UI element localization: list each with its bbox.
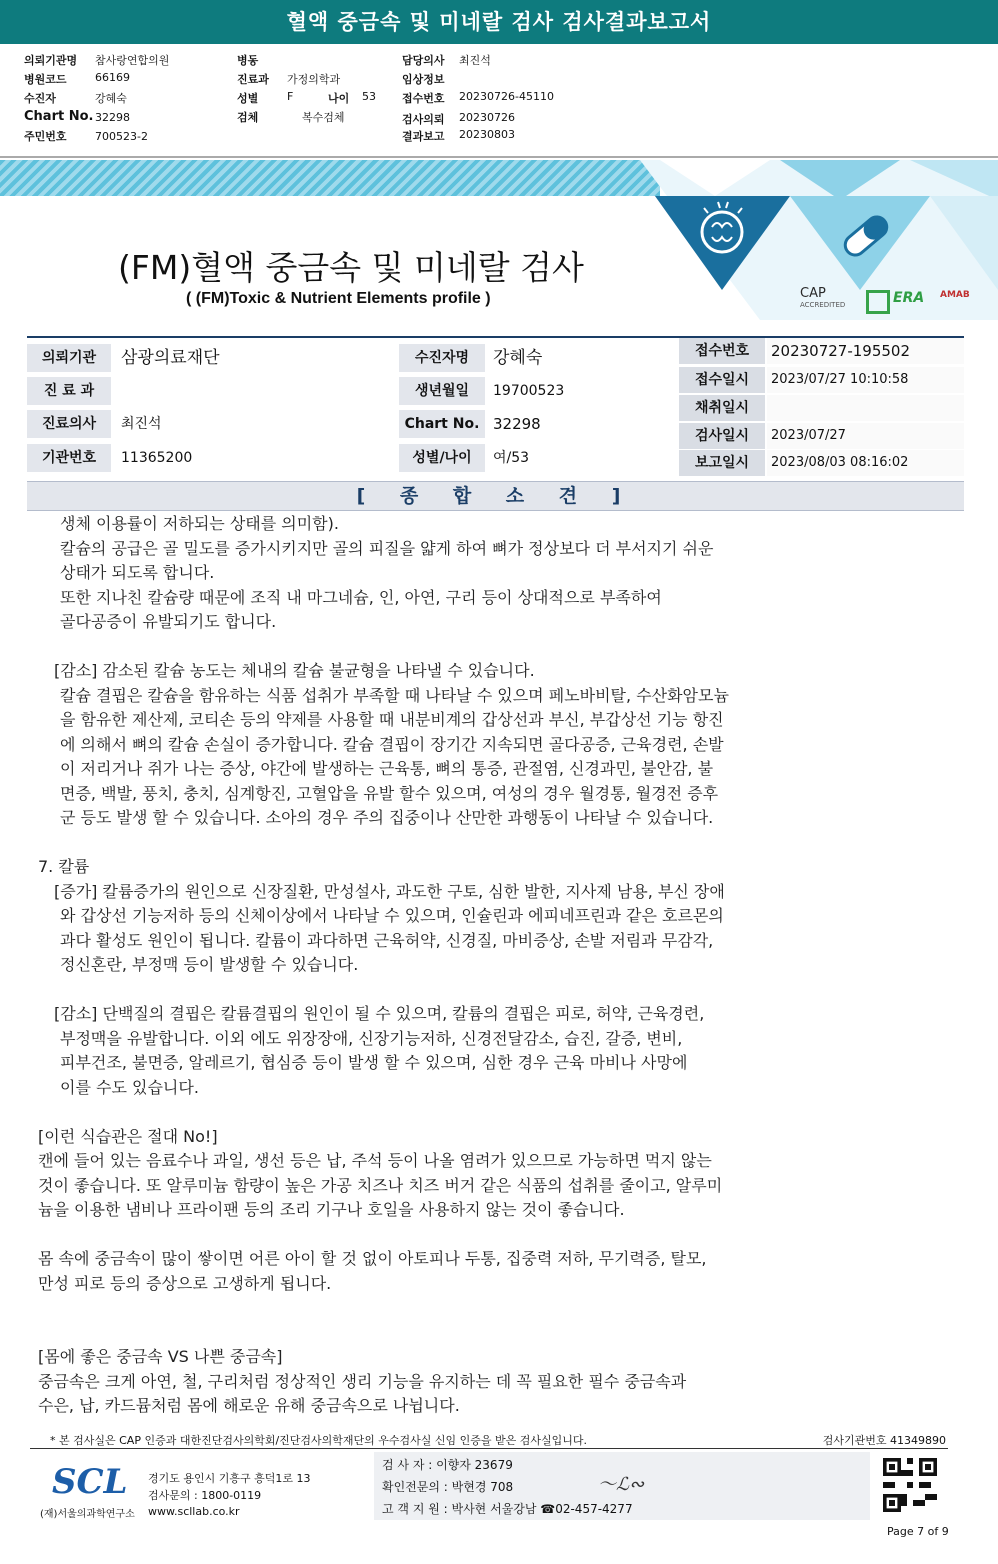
summary-line: 것이 좋습니다. 또 알루미늄 함량이 높은 가공 치즈나 치즈 버거 같은 식품의 섭취를 줄이고, 알루미: [38, 1175, 723, 1195]
hdr-label: 병원코드: [24, 73, 67, 86]
era-logo: ERA: [893, 290, 925, 306]
page-number: Page 7 of 9: [887, 1525, 949, 1538]
hdr-value: 700523-2: [95, 130, 148, 143]
cap-logo-sub: ACCREDITED: [800, 301, 846, 309]
hdr-value: 복수검체: [302, 111, 345, 124]
org-website[interactable]: www.scllab.co.kr: [148, 1505, 240, 1518]
info-label: 보고일시: [679, 450, 765, 476]
info-value: 2023/07/27 10:10:58: [767, 367, 964, 393]
report-title: 혈액 중금속 및 미네랄 검사 검사결과보고서: [0, 0, 998, 44]
info-value: [113, 377, 391, 405]
summary-line: 와 갑상선 기능저하 등의 신체이상에서 나타날 수 있으며, 인슐린과 에피네프린과 같은 호르몬의: [60, 906, 724, 925]
patient-info-table: [27, 336, 964, 471]
info-label: 진료의사: [27, 410, 111, 438]
info-value: 11365200: [121, 450, 193, 466]
hdr-label: 검사의뢰: [402, 113, 445, 126]
summary-body: [38, 512, 938, 1419]
summary-line: 골다공증이 유발되기도 합니다.: [60, 612, 277, 631]
summary-line: 면증, 백발, 풍치, 충치, 심계항진, 고혈압을 유발 할수 있으며, 여성의 경우 월경통, 월경전 증후: [60, 783, 719, 803]
summary-line: [이런 식습관은 절대 No!]: [38, 1126, 218, 1146]
summary-line: 칼슘 결핍은 칼슘을 함유하는 식품 섭취가 부족할 때 나타날 수 있으며 페노바비탈, 수산화암모늄: [60, 685, 729, 705]
info-label: 기관번호: [27, 444, 111, 472]
info-label: 의뢰기관: [27, 344, 111, 372]
hdr-value: 53: [362, 90, 376, 103]
org-address: 경기도 용인시 기흥구 흥덕1로 13: [148, 1472, 311, 1485]
info-label: 접수번호: [679, 338, 765, 364]
hdr-value: 20230726-45110: [459, 90, 554, 103]
blank-line: [38, 1321, 938, 1346]
info-label: 생년월일: [399, 377, 485, 405]
summary-line: [증가] 칼륨증가의 원인으로 신장질환, 만성설사, 과도한 구토, 심한 발한, 지사제 남용, 부신 장애: [54, 881, 725, 901]
banner-subtitle: ( (FM)Toxic & Nutrient Elements profile ): [186, 290, 491, 307]
info-value: 삼광의료재단: [121, 348, 220, 368]
hdr-value: 강혜숙: [95, 92, 127, 105]
staff-tester: 검 사 자 : 이향자 23679: [382, 1458, 513, 1472]
info-value: 20230727-195502: [767, 338, 964, 364]
hdr-value: 32298: [95, 111, 130, 124]
summary-line: 만성 피로 등의 증상으로 고생하게 됩니다.: [38, 1273, 332, 1293]
staff-doctor: 확인전문의 : 박현경 708: [382, 1480, 514, 1494]
summary-line: [몸에 좋은 중금속 VS 나쁜 중금속]: [38, 1347, 283, 1366]
signature-icon: 〜ℒ∾: [598, 1474, 645, 1495]
summary-line: 을 함유한 제산제, 코티손 등의 약제를 사용할 때 내분비계의 갑상선과 부신, 부갑상선 기능 항진: [60, 710, 724, 729]
qr-code-icon: [883, 1458, 937, 1512]
header-info: [0, 44, 998, 158]
org-name: (재)서울의과학연구소: [40, 1509, 135, 1520]
blank-line: [38, 1223, 938, 1248]
hdr-label: 주민번호: [24, 130, 67, 143]
info-label: 접수일시: [679, 367, 765, 393]
info-label: 진 료 과: [27, 377, 111, 405]
summary-line: 정신혼란, 부정맥 등이 발생할 수 있습니다.: [60, 955, 359, 974]
blank-line: [38, 635, 938, 660]
info-value: 여/53: [493, 450, 530, 466]
info-label: 수진자명: [399, 344, 485, 372]
footer-registration: 검사기관번호 41349890: [822, 1434, 946, 1447]
summary-heading: [ 종 합 소 견 ]: [27, 481, 964, 511]
footer-divider: [30, 1448, 948, 1449]
summary-line: [감소] 감소된 칼슘 농도는 체내의 칼슘 불균형을 나타낼 수 있습니다.: [54, 661, 535, 680]
lm-logo-icon: [866, 290, 890, 314]
summary-line: 칼슘의 공급은 골 밀도를 증가시키지만 골의 피질을 얇게 하여 뼈가 정상보다 더 부서지기 쉬운: [60, 538, 714, 558]
hdr-label: 나이: [328, 92, 350, 105]
header-divider: [0, 156, 998, 158]
summary-line: 수은, 납, 카드뮴처럼 몸에 해로운 유해 중금속으로 나뉩니다.: [38, 1396, 460, 1415]
hdr-value: 가정의학과: [287, 73, 341, 86]
hdr-label: 병동: [237, 54, 259, 67]
hdr-value: 66169: [95, 71, 130, 84]
summary-line: [감소] 단백질의 결핍은 칼륨결핍의 원인이 될 수 있으며, 칼륨의 결핍은 피로, 허약, 근육경련,: [54, 1004, 705, 1023]
hdr-value: 최진석: [459, 54, 491, 67]
summary-line: 상태가 되도록 합니다.: [60, 563, 215, 582]
banner-title: (FM)혈액 중금속 및 미네랄 검사: [118, 248, 584, 287]
hdr-value: 20230803: [459, 128, 515, 141]
summary-line: 과다 활성도 원인이 됩니다. 칼륨이 과다하면 근육허약, 신경질, 마비증상, 손발 저림과 무감각,: [60, 930, 714, 950]
hdr-label: 의뢰기관명: [24, 54, 78, 67]
hdr-label: 결과보고: [402, 130, 445, 143]
org-phone: 검사문의 : 1800-0119: [148, 1489, 262, 1502]
footer-note: * 본 검사실은 CAP 인증과 대한진단검사의학회/진단검사의학재단의 우수검사실 신임 인증을 받은 검사실입니다.: [50, 1434, 588, 1447]
hdr-value: 20230726: [459, 111, 515, 124]
summary-line: 에 의해서 뼈의 칼슘 손실이 증가합니다. 칼슘 결핍이 장기간 지속되면 골다공증, 근육경련, 손발: [60, 734, 724, 754]
blank-line: [38, 831, 938, 856]
info-value: 2023/08/03 08:16:02: [767, 450, 964, 476]
info-value: 19700523: [493, 383, 565, 399]
info-label: 검사일시: [679, 423, 765, 449]
summary-line: 이를 수도 있습니다.: [60, 1077, 199, 1097]
summary-line: 군 등도 발생 할 수 있습니다. 소아의 경우 주의 집중이나 산만한 과행동이 나타날 수 있습니다.: [60, 808, 714, 827]
summary-line: 캔에 들어 있는 음료수나 과일, 생선 등은 납, 주석 등이 나올 염려가 있으므로 가능하면 먹지 않는: [38, 1151, 712, 1170]
info-value: 최진석: [121, 416, 162, 432]
summary-line: 부정맥을 유발합니다. 이외 에도 위장장애, 신장기능저하, 신경전달감소, 습진, 갈증, 변비,: [60, 1028, 683, 1048]
hdr-label: 검체: [237, 111, 259, 124]
hdr-label: 접수번호: [402, 92, 445, 105]
staff-support: 고 객 지 원 : 박사현 서울강남 ☎02-457-4277: [382, 1502, 633, 1516]
hdr-label: 임상정보: [402, 73, 445, 86]
hdr-label: 성별: [237, 92, 259, 105]
hdr-label: Chart No.: [24, 109, 94, 124]
summary-line: 중금속은 크게 아연, 철, 구리처럼 정상적인 생리 기능을 유지하는 데 꼭 필요한 필수 중금속과: [38, 1371, 687, 1391]
amab-logo: AMAB: [940, 290, 970, 300]
summary-line: 피부건조, 불면증, 알레르기, 협심증 등이 발생 할 수 있으며, 심한 경우 근육 마비나 사망에: [60, 1053, 688, 1072]
info-value: 2023/07/27: [767, 423, 964, 449]
hdr-label: 진료과: [237, 73, 269, 86]
banner-stripes: [0, 160, 660, 196]
hdr-value: F: [287, 90, 294, 103]
info-label: 성별/나이: [399, 444, 485, 472]
blank-line: [38, 1296, 938, 1321]
summary-line: 또한 지나친 칼슘량 때문에 조직 내 마그네슘, 인, 아연, 구리 등이 상대적으로 부족하여: [60, 587, 662, 607]
blank-line: [38, 978, 938, 1003]
scl-logo: SCL: [52, 1462, 128, 1502]
cap-logo-text: CAP: [800, 286, 826, 301]
hdr-label: 담당의사: [402, 54, 445, 67]
hdr-value: 참사랑연합의원: [95, 54, 170, 67]
hdr-label: 수진자: [24, 92, 56, 105]
summary-line: 늄을 이용한 냄비나 프라이팬 등의 조리 기구나 호일을 사용하지 않는 것이 좋습니다.: [38, 1200, 625, 1219]
blank-line: [38, 1100, 938, 1125]
info-value: 32298: [493, 415, 541, 433]
summary-line: 7. 칼륨: [38, 857, 90, 876]
summary-line: 몸 속에 중금속이 많이 쌓이면 어른 아이 할 것 없이 아토피나 두통, 집중력 저하, 무기력증, 탈모,: [38, 1249, 707, 1268]
info-value: 강혜숙: [493, 348, 543, 368]
cap-logo: [800, 286, 845, 309]
info-value: [767, 395, 964, 421]
info-label: Chart No.: [399, 410, 485, 438]
summary-line: 이 저리거나 쥐가 나는 증상, 야간에 발생하는 근육통, 뼈의 통증, 관절염, 신경과민, 불안감, 불: [60, 759, 714, 778]
info-label: 채취일시: [679, 395, 765, 421]
summary-line: 생체 이용률이 저하되는 상태를 의미함).: [60, 514, 339, 533]
